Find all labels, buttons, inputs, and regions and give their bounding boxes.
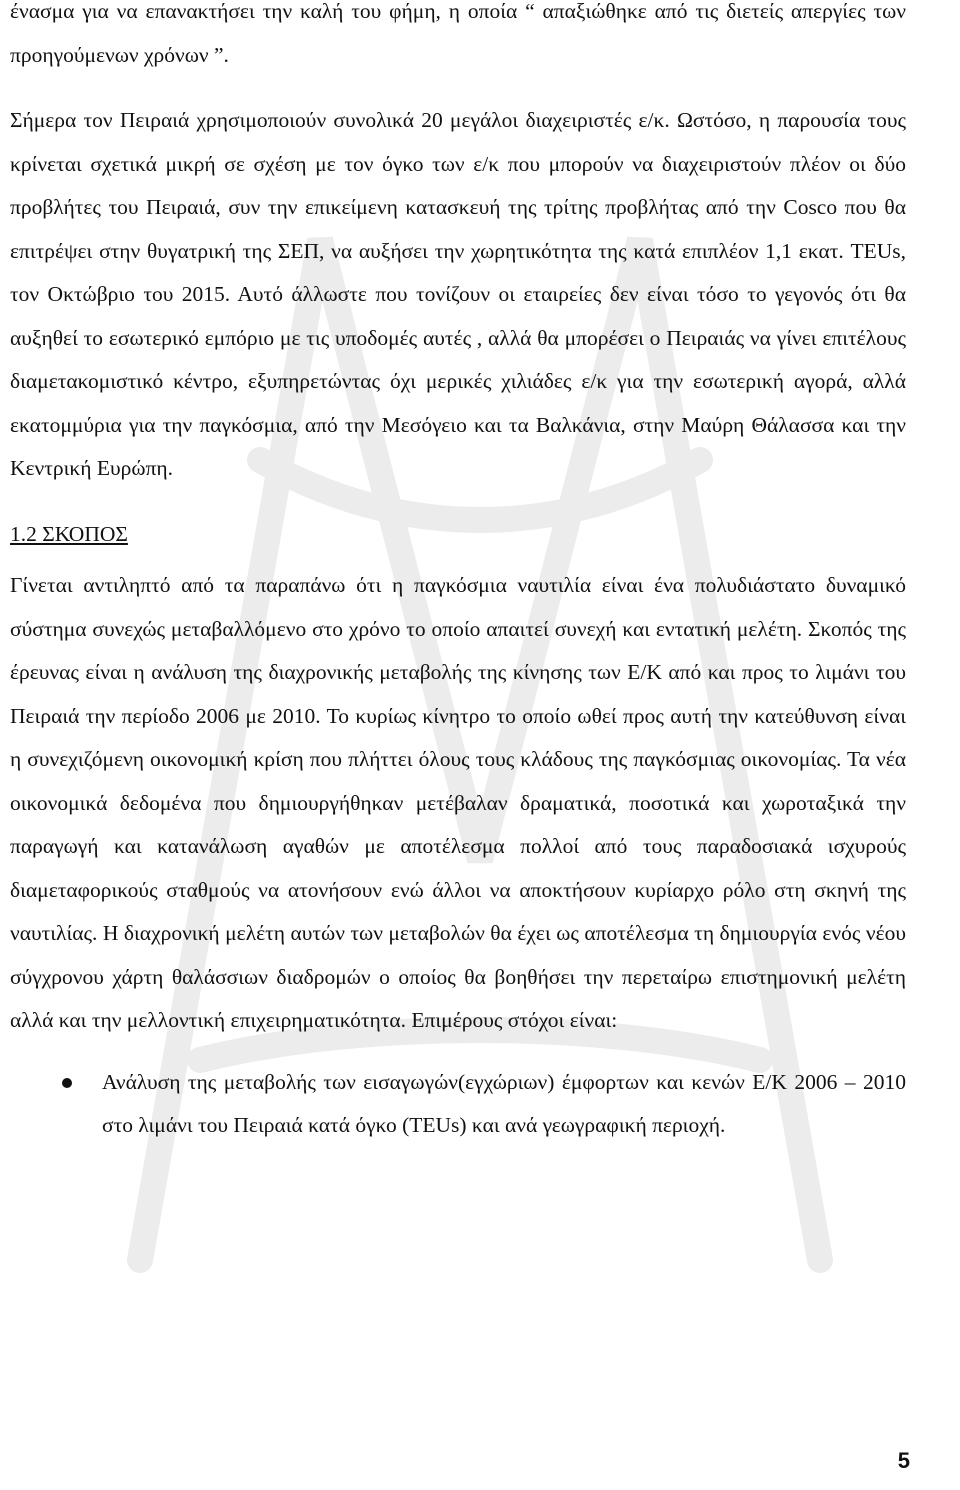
body-text bbox=[10, 0, 906, 1148]
paragraph-continuation: ένασμα για να επανακτήσει την καλή του φήμη, η οποία “ απαξιώθηκε από τις διετείς απεργίες των προηγούμενων χρόνων ”. bbox=[10, 0, 906, 67]
objectives-list bbox=[10, 1061, 906, 1148]
paragraph-purpose: Γίνεται αντιληπτό από τα παραπάνω ότι η παγκόσμια ναυτιλία είναι ένα πολυδιάστατο δυναμικό σύστημα συνεχώς μεταβαλλόμενο στο χρόνο το οποίο απαιτεί συνεχή και εντατική μελέτη. Σκοπός της έρευνας είναι η ανάλυση της διαχρονικής μεταβολής της κίνησης των Ε/Κ από και προς το λιμάνι του Πειραιά την περίοδο 2006 με 2010. Το κυρίως κίνητρο το οποίο ωθεί προς αυτή την κατεύθυνση είναι η συνεχιζόμενη οικονομική κρίση που πλήττει όλους τους κλάδους της παγκόσμιας οικονομίας. Τα νέα οικονομικά δεδομένα που δημιουργήθηκαν μετέβαλαν δραματικά, ποσοτικά και χωροταξικά την παραγωγή και κατανάλωση αγαθών με αποτέλεσμα πολλοί από τους παραδοσιακά ισχυρούς διαμεταφορικούς σταθμούς να ατονήσουν ενώ άλλοι να αποκτήσουν κυρίαρχο ρόλο στη σκηνή της ναυτιλίας. Η διαχρονική μελέτη αυτών των μεταβολών θα έχει ως αποτέλεσμα τη δημιουργία ενός νέου σύγχρονου χάρτη θαλάσσιων διαδρομών ο οποίος θα βοηθήσει την περεταίρω επιστημονική μελέτη αλλά και την μελλοντική επιχειρηματικότητα. Επιμέρους στόχοι είναι: bbox=[10, 573, 906, 1032]
bullet-dot-icon bbox=[62, 1078, 72, 1088]
section-heading: 1.2 ΣΚΟΠΟΣ bbox=[10, 521, 128, 546]
paragraph-piraeus-managers: Σήμερα τον Πειραιά χρησιμοποιούν συνολικά 20 μεγάλοι διαχειριστές ε/κ. Ωστόσο, η παρουσία τους κρίνεται σχετικά μικρή σε σχέση με τον όγκο των ε/κ που μπορούν να διαχειριστούν πλέον οι δύο προβλήτες του Πειραιά, συν την επικείμενη κατασκευή της τρίτης προβλήτας από την Cosco που θα επιτρέψει στην θυγατρική της ΣΕΠ, να αυξήσει την χωρητικότητα της κατά επιπλέον 1,1 εκατ. TEUs, τον Οκτώβριο του 2015. Αυτό άλλωστε που τονίζουν οι εταιρείες δεν είναι τόσο το γεγονός ότι θα αυξηθεί το εσωτερικό εμπόριο με τις υποδομές αυτές , αλλά θα μπορέσει ο Πειραιάς να γίνει επιτέλους διαμετακομιστικό κέντρο, εξυπηρετώντας όχι μερικές χιλιάδες ε/κ για την εσωτερική αγορά, αλλά εκατομμύρια για την παγκόσμια, από την Μεσόγειο και τα Βαλκάνια, στην Μαύρη Θάλασσα και την Κεντρική Ευρώπη. bbox=[10, 108, 906, 480]
list-item-text: Ανάλυση της μεταβολής των εισαγωγών(εγχώριων) έμφορτων και κενών Ε/Κ 2006 – 2010 στο λιμάνι του Πειραιά κατά όγκο (TEUs) και ανά γεωγραφική περιοχή. bbox=[102, 1069, 906, 1137]
list-item bbox=[10, 1061, 906, 1148]
page-number: 5 bbox=[897, 1448, 910, 1473]
